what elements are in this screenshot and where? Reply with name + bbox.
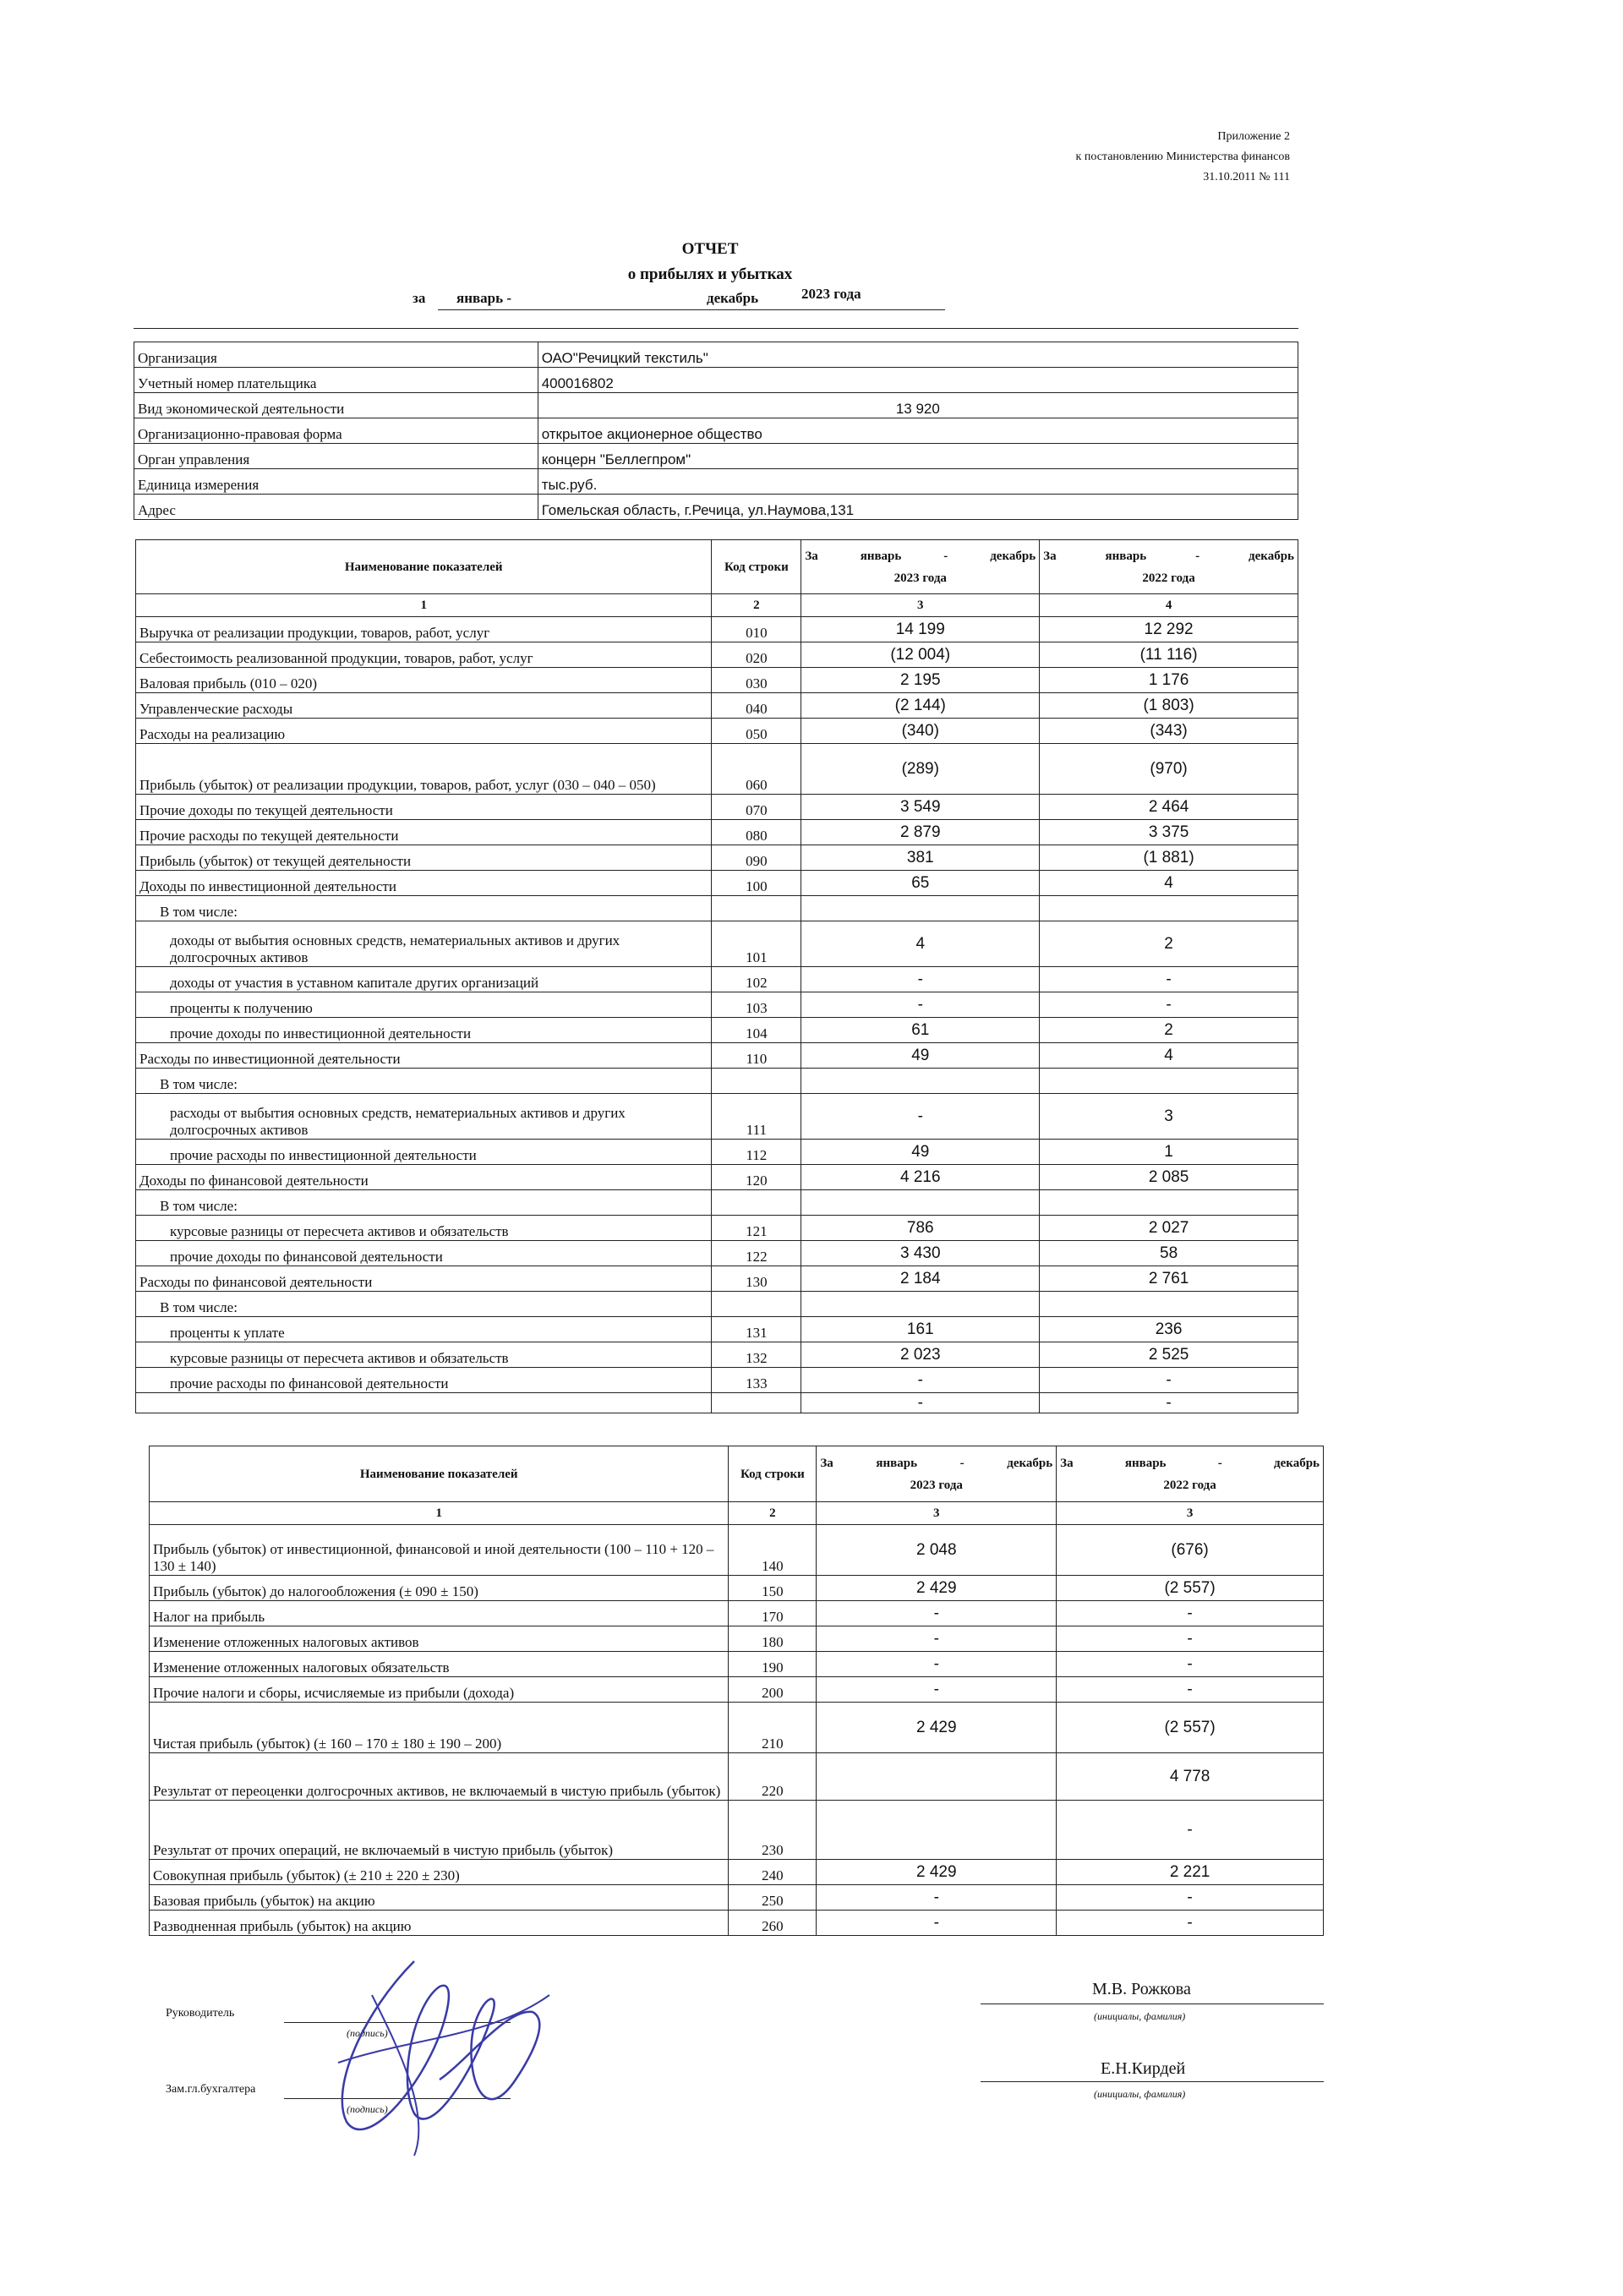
org-label: Вид экономической деятельности	[134, 393, 538, 418]
org-label: Организационно-правовая форма	[134, 418, 538, 444]
row-code: 040	[712, 693, 801, 719]
accountant-name-line	[981, 2081, 1324, 2082]
row-code: 010	[712, 617, 801, 642]
row-name: Управленческие расходы	[136, 693, 712, 719]
row-code	[712, 896, 801, 921]
table-row	[136, 1266, 1298, 1292]
row-current-value: -	[817, 1885, 1057, 1911]
report-title-line-1: ОТЧЕТ	[681, 240, 739, 258]
table-row	[136, 1018, 1298, 1043]
row-name: проценты к получению	[136, 992, 712, 1018]
row-code: 104	[712, 1018, 801, 1043]
report-title-line-2: о прибылях и убытках	[627, 265, 793, 283]
org-label: Единица измерения	[134, 469, 538, 495]
row-previous-value: -	[1057, 1801, 1324, 1860]
row-previous-value: (1 881)	[1040, 845, 1298, 871]
row-previous-value	[1040, 896, 1298, 921]
row-name: В том числе:	[136, 1190, 712, 1216]
org-value: ОАО"Речицкий текстиль"	[538, 342, 1298, 368]
row-code: 140	[729, 1525, 817, 1576]
row-previous-value: 4	[1040, 871, 1298, 896]
row-current-value: 2 429	[817, 1576, 1057, 1601]
row-name: курсовые разницы от пересчета активов и обязательств	[136, 1216, 712, 1241]
row-name	[136, 1393, 712, 1413]
row-code: 060	[712, 744, 801, 795]
row-previous-value: 2 464	[1040, 795, 1298, 820]
row-current-value: 2 429	[817, 1703, 1057, 1753]
table-row	[136, 1342, 1298, 1368]
table-row	[136, 921, 1298, 967]
row-code	[712, 1292, 801, 1317]
row-current-value: 3 549	[801, 795, 1040, 820]
table-row	[136, 795, 1298, 820]
col-header-prev-2: За январь - декабрь 2022 года	[1057, 1446, 1324, 1502]
income-statement-table-1	[135, 539, 1298, 1413]
col-header-name-2: Наименование показателей	[150, 1446, 729, 1502]
col-header-prev: За январь - декабрь 2022 года	[1040, 540, 1298, 594]
row-current-value: -	[801, 1368, 1040, 1393]
row-code: 250	[729, 1885, 817, 1911]
row-current-value: -	[801, 967, 1040, 992]
col-header-name: Наименование показателей	[136, 540, 712, 594]
org-row	[134, 342, 1298, 368]
row-code	[712, 1190, 801, 1216]
period-underline	[438, 309, 945, 310]
head-name: М.В. Рожкова	[1092, 1980, 1191, 1998]
row-current-value: (340)	[801, 719, 1040, 744]
org-label: Организация	[134, 342, 538, 368]
table-row	[136, 967, 1298, 992]
row-previous-value: (2 557)	[1057, 1576, 1324, 1601]
table-row	[136, 693, 1298, 719]
row-current-value	[801, 1292, 1040, 1317]
row-previous-value: -	[1040, 992, 1298, 1018]
table-row	[136, 719, 1298, 744]
row-code: 130	[712, 1266, 801, 1292]
report-title	[0, 237, 1420, 287]
row-name: Прибыль (убыток) от реализации продукции, товаров, работ, услуг (030 – 040 – 050)	[136, 744, 712, 795]
row-current-value: 3 430	[801, 1241, 1040, 1266]
row-name: Результат от переоценки долгосрочных активов, не включаемый в чистую прибыль (убыток)	[150, 1753, 729, 1801]
row-code	[712, 1069, 801, 1094]
handwritten-signature	[313, 1944, 566, 2164]
table-row	[150, 1601, 1324, 1626]
appendix-line-3: 31.10.2011 № 111	[1203, 171, 1290, 183]
row-previous-value: (343)	[1040, 719, 1298, 744]
org-label: Орган управления	[134, 444, 538, 469]
row-code: 070	[712, 795, 801, 820]
row-current-value: (12 004)	[801, 642, 1040, 668]
row-current-value: -	[817, 1652, 1057, 1677]
row-previous-value: 12 292	[1040, 617, 1298, 642]
row-current-value: (2 144)	[801, 693, 1040, 719]
row-code: 121	[712, 1216, 801, 1241]
head-name-hint: (инициалы, фамилия)	[1094, 2010, 1186, 2022]
row-current-value: 2 023	[801, 1342, 1040, 1368]
table-row	[150, 1677, 1324, 1703]
top-divider	[134, 328, 1298, 329]
row-previous-value: 4 778	[1057, 1753, 1324, 1801]
table-row	[136, 1317, 1298, 1342]
row-code: 230	[729, 1801, 817, 1860]
row-current-value	[817, 1753, 1057, 1801]
row-name: Расходы на реализацию	[136, 719, 712, 744]
col-header-code-2: Код строки	[729, 1446, 817, 1502]
row-current-value: 161	[801, 1317, 1040, 1342]
row-code: 132	[712, 1342, 801, 1368]
table-row	[136, 1165, 1298, 1190]
row-current-value: -	[817, 1677, 1057, 1703]
row-previous-value: 2	[1040, 921, 1298, 967]
row-current-value: 49	[801, 1140, 1040, 1165]
organization-table	[134, 342, 1298, 520]
row-current-value: 2 195	[801, 668, 1040, 693]
row-code: 210	[729, 1703, 817, 1753]
row-name: прочие доходы по инвестиционной деятельности	[136, 1018, 712, 1043]
row-name: В том числе:	[136, 896, 712, 921]
row-current-value: 2 184	[801, 1266, 1040, 1292]
row-current-value: 4 216	[801, 1165, 1040, 1190]
org-row	[134, 393, 1298, 418]
row-code: 110	[712, 1043, 801, 1069]
row-current-value: 2 429	[817, 1860, 1057, 1885]
org-label: Учетный номер плательщика	[134, 368, 538, 393]
row-name: Выручка от реализации продукции, товаров, работ, услуг	[136, 617, 712, 642]
table-row	[136, 617, 1298, 642]
row-name: Совокупная прибыль (убыток) (± 210 ± 220 ± 230)	[150, 1860, 729, 1885]
table-row	[136, 1292, 1298, 1317]
row-name: Доходы по финансовой деятельности	[136, 1165, 712, 1190]
table-row	[136, 845, 1298, 871]
row-previous-value: 2 761	[1040, 1266, 1298, 1292]
row-code: 240	[729, 1860, 817, 1885]
row-name: Изменение отложенных налоговых обязательств	[150, 1652, 729, 1677]
table-row	[136, 642, 1298, 668]
org-value: Гомельская область, г.Речица, ул.Наумова,131	[538, 495, 1298, 520]
table-row	[136, 1043, 1298, 1069]
table-row	[136, 1069, 1298, 1094]
row-code: 103	[712, 992, 801, 1018]
row-name: прочие расходы по финансовой деятельности	[136, 1368, 712, 1393]
row-previous-value: -	[1040, 1393, 1298, 1413]
row-previous-value: 236	[1040, 1317, 1298, 1342]
row-code: 102	[712, 967, 801, 992]
row-current-value: 65	[801, 871, 1040, 896]
row-name: Разводненная прибыль (убыток) на акцию	[150, 1911, 729, 1936]
row-code: 180	[729, 1626, 817, 1652]
column-index-row-2: 1 2 3 3	[150, 1502, 1324, 1525]
row-name: Базовая прибыль (убыток) на акцию	[150, 1885, 729, 1911]
appendix-line-1: Приложение 2	[1217, 130, 1290, 143]
row-previous-value: -	[1040, 967, 1298, 992]
table-row	[136, 820, 1298, 845]
row-previous-value: -	[1057, 1911, 1324, 1936]
row-previous-value: -	[1057, 1677, 1324, 1703]
org-value: концерн "Беллегпром"	[538, 444, 1298, 469]
row-code: 150	[729, 1576, 817, 1601]
row-name: Прибыль (убыток) от текущей деятельности	[136, 845, 712, 871]
row-code: 200	[729, 1677, 817, 1703]
row-name: Расходы по инвестиционной деятельности	[136, 1043, 712, 1069]
head-label: Руководитель	[166, 2007, 235, 2020]
row-code: 100	[712, 871, 801, 896]
col-header-current: За январь - декабрь 2023 года	[801, 540, 1040, 594]
row-code: 080	[712, 820, 801, 845]
period-year: 2023 года	[801, 286, 861, 302]
row-previous-value	[1040, 1292, 1298, 1317]
row-previous-value: (970)	[1040, 744, 1298, 795]
table-row	[136, 1393, 1298, 1413]
appendix-line-2: к постановлению Министерства финансов	[1075, 150, 1290, 163]
row-current-value: -	[801, 1393, 1040, 1413]
row-current-value	[801, 1190, 1040, 1216]
row-name: прочие доходы по финансовой деятельности	[136, 1241, 712, 1266]
table-row	[150, 1703, 1324, 1753]
table-row	[150, 1626, 1324, 1652]
row-code: 131	[712, 1317, 801, 1342]
table-row	[150, 1753, 1324, 1801]
table-row	[150, 1885, 1324, 1911]
row-previous-value: 2 085	[1040, 1165, 1298, 1190]
period-prefix: за	[413, 290, 426, 306]
accountant-name-hint: (инициалы, фамилия)	[1094, 2088, 1186, 2100]
row-name: Прочие расходы по текущей деятельности	[136, 820, 712, 845]
col-header-current-2: За январь - декабрь 2023 года	[817, 1446, 1057, 1502]
row-current-value: -	[801, 1094, 1040, 1140]
column-index-row: 1 2 3 4	[136, 594, 1298, 617]
row-code: 090	[712, 845, 801, 871]
row-previous-value: 2 027	[1040, 1216, 1298, 1241]
row-code: 112	[712, 1140, 801, 1165]
row-previous-value: -	[1057, 1652, 1324, 1677]
row-current-value: 2 879	[801, 820, 1040, 845]
row-current-value: -	[801, 992, 1040, 1018]
row-code: 122	[712, 1241, 801, 1266]
row-previous-value: 2 221	[1057, 1860, 1324, 1885]
income-statement-table-2	[149, 1446, 1324, 1936]
row-current-value	[801, 1069, 1040, 1094]
table-row	[136, 896, 1298, 921]
row-previous-value: 3	[1040, 1094, 1298, 1140]
row-current-value: 786	[801, 1216, 1040, 1241]
table-row	[136, 1368, 1298, 1393]
row-name: В том числе:	[136, 1069, 712, 1094]
org-value: 13 920	[538, 393, 1298, 418]
row-previous-value: 1 176	[1040, 668, 1298, 693]
accountant-name: Е.Н.Кирдей	[1101, 2059, 1186, 2078]
row-name: Чистая прибыль (убыток) (± 160 – 170 ± 180 ± 190 – 200)	[150, 1703, 729, 1753]
row-previous-value: 1	[1040, 1140, 1298, 1165]
row-code: 111	[712, 1094, 801, 1140]
row-current-value: -	[817, 1601, 1057, 1626]
row-previous-value: (2 557)	[1057, 1703, 1324, 1753]
row-name: Результат от прочих операций, не включаемый в чистую прибыль (убыток)	[150, 1801, 729, 1860]
table-row	[136, 1216, 1298, 1241]
row-code: 050	[712, 719, 801, 744]
accountant-label: Зам.гл.бухгалтера	[166, 2083, 256, 2096]
table-row	[136, 1190, 1298, 1216]
row-current-value	[817, 1801, 1057, 1860]
row-name: прочие расходы по инвестиционной деятельности	[136, 1140, 712, 1165]
period-to: декабрь	[707, 290, 759, 306]
accountant-sign-hint: (подпись)	[347, 2103, 388, 2115]
org-row	[134, 469, 1298, 495]
row-previous-value: 4	[1040, 1043, 1298, 1069]
table-row	[136, 744, 1298, 795]
row-code: 170	[729, 1601, 817, 1626]
row-name: В том числе:	[136, 1292, 712, 1317]
row-previous-value: -	[1040, 1368, 1298, 1393]
row-name: курсовые разницы от пересчета активов и обязательств	[136, 1342, 712, 1368]
row-name: расходы от выбытия основных средств, нематериальных активов и других долгосрочных активов	[136, 1094, 712, 1140]
row-code: 190	[729, 1652, 817, 1677]
row-current-value: 61	[801, 1018, 1040, 1043]
table-row	[136, 871, 1298, 896]
table-row	[136, 668, 1298, 693]
row-name: Валовая прибыль (010 – 020)	[136, 668, 712, 693]
row-code: 133	[712, 1368, 801, 1393]
org-label: Адрес	[134, 495, 538, 520]
row-previous-value: (1 803)	[1040, 693, 1298, 719]
org-row	[134, 495, 1298, 520]
row-name: Прибыль (убыток) до налогообложения (± 090 ± 150)	[150, 1576, 729, 1601]
row-current-value: 14 199	[801, 617, 1040, 642]
row-code: 020	[712, 642, 801, 668]
row-current-value: (289)	[801, 744, 1040, 795]
table-row	[150, 1576, 1324, 1601]
row-previous-value: 3 375	[1040, 820, 1298, 845]
row-current-value: -	[817, 1626, 1057, 1652]
row-code	[712, 1393, 801, 1413]
table-row	[150, 1860, 1324, 1885]
row-current-value: -	[817, 1911, 1057, 1936]
row-current-value: 2 048	[817, 1525, 1057, 1576]
row-current-value: 4	[801, 921, 1040, 967]
org-value: открытое акционерное общество	[538, 418, 1298, 444]
row-current-value: 49	[801, 1043, 1040, 1069]
row-name: Налог на прибыль	[150, 1601, 729, 1626]
row-name: доходы от выбытия основных средств, нематериальных активов и других долгосрочных активов	[136, 921, 712, 967]
table-row	[150, 1652, 1324, 1677]
table-row	[136, 1140, 1298, 1165]
row-code: 260	[729, 1911, 817, 1936]
row-name: Прибыль (убыток) от инвестиционной, финансовой и иной деятельности (100 – 110 + 120 – 130 ± 140)	[150, 1525, 729, 1576]
row-name: Прочие налоги и сборы, исчисляемые из прибыли (дохода)	[150, 1677, 729, 1703]
org-row	[134, 368, 1298, 393]
row-previous-value: 2 525	[1040, 1342, 1298, 1368]
org-value: 400016802	[538, 368, 1298, 393]
row-name: Изменение отложенных налоговых активов	[150, 1626, 729, 1652]
row-code: 220	[729, 1753, 817, 1801]
row-previous-value	[1040, 1069, 1298, 1094]
period-from: январь -	[456, 290, 512, 306]
row-previous-value: 2	[1040, 1018, 1298, 1043]
row-code: 101	[712, 921, 801, 967]
table-row	[136, 1241, 1298, 1266]
row-name: Себестоимость реализованной продукции, товаров, работ, услуг	[136, 642, 712, 668]
appendix-note	[1076, 127, 1290, 188]
org-row	[134, 444, 1298, 469]
table-row	[150, 1525, 1324, 1576]
row-name: доходы от участия в уставном капитале других организаций	[136, 967, 712, 992]
table-row	[150, 1911, 1324, 1936]
col-header-code: Код строки	[712, 540, 801, 594]
row-name: Прочие доходы по текущей деятельности	[136, 795, 712, 820]
org-value: тыс.руб.	[538, 469, 1298, 495]
row-name: проценты к уплате	[136, 1317, 712, 1342]
row-previous-value: -	[1057, 1626, 1324, 1652]
row-code: 120	[712, 1165, 801, 1190]
table-row	[136, 1094, 1298, 1140]
table-row	[150, 1801, 1324, 1860]
row-name: Расходы по финансовой деятельности	[136, 1266, 712, 1292]
row-previous-value: -	[1057, 1601, 1324, 1626]
row-previous-value: -	[1057, 1885, 1324, 1911]
row-current-value: 381	[801, 845, 1040, 871]
table-row	[136, 992, 1298, 1018]
row-previous-value: 58	[1040, 1241, 1298, 1266]
org-row	[134, 418, 1298, 444]
row-code: 030	[712, 668, 801, 693]
head-sign-hint: (подпись)	[347, 2027, 388, 2039]
row-previous-value: (11 116)	[1040, 642, 1298, 668]
row-name: Доходы по инвестиционной деятельности	[136, 871, 712, 896]
row-current-value	[801, 896, 1040, 921]
row-previous-value: (676)	[1057, 1525, 1324, 1576]
row-previous-value	[1040, 1190, 1298, 1216]
